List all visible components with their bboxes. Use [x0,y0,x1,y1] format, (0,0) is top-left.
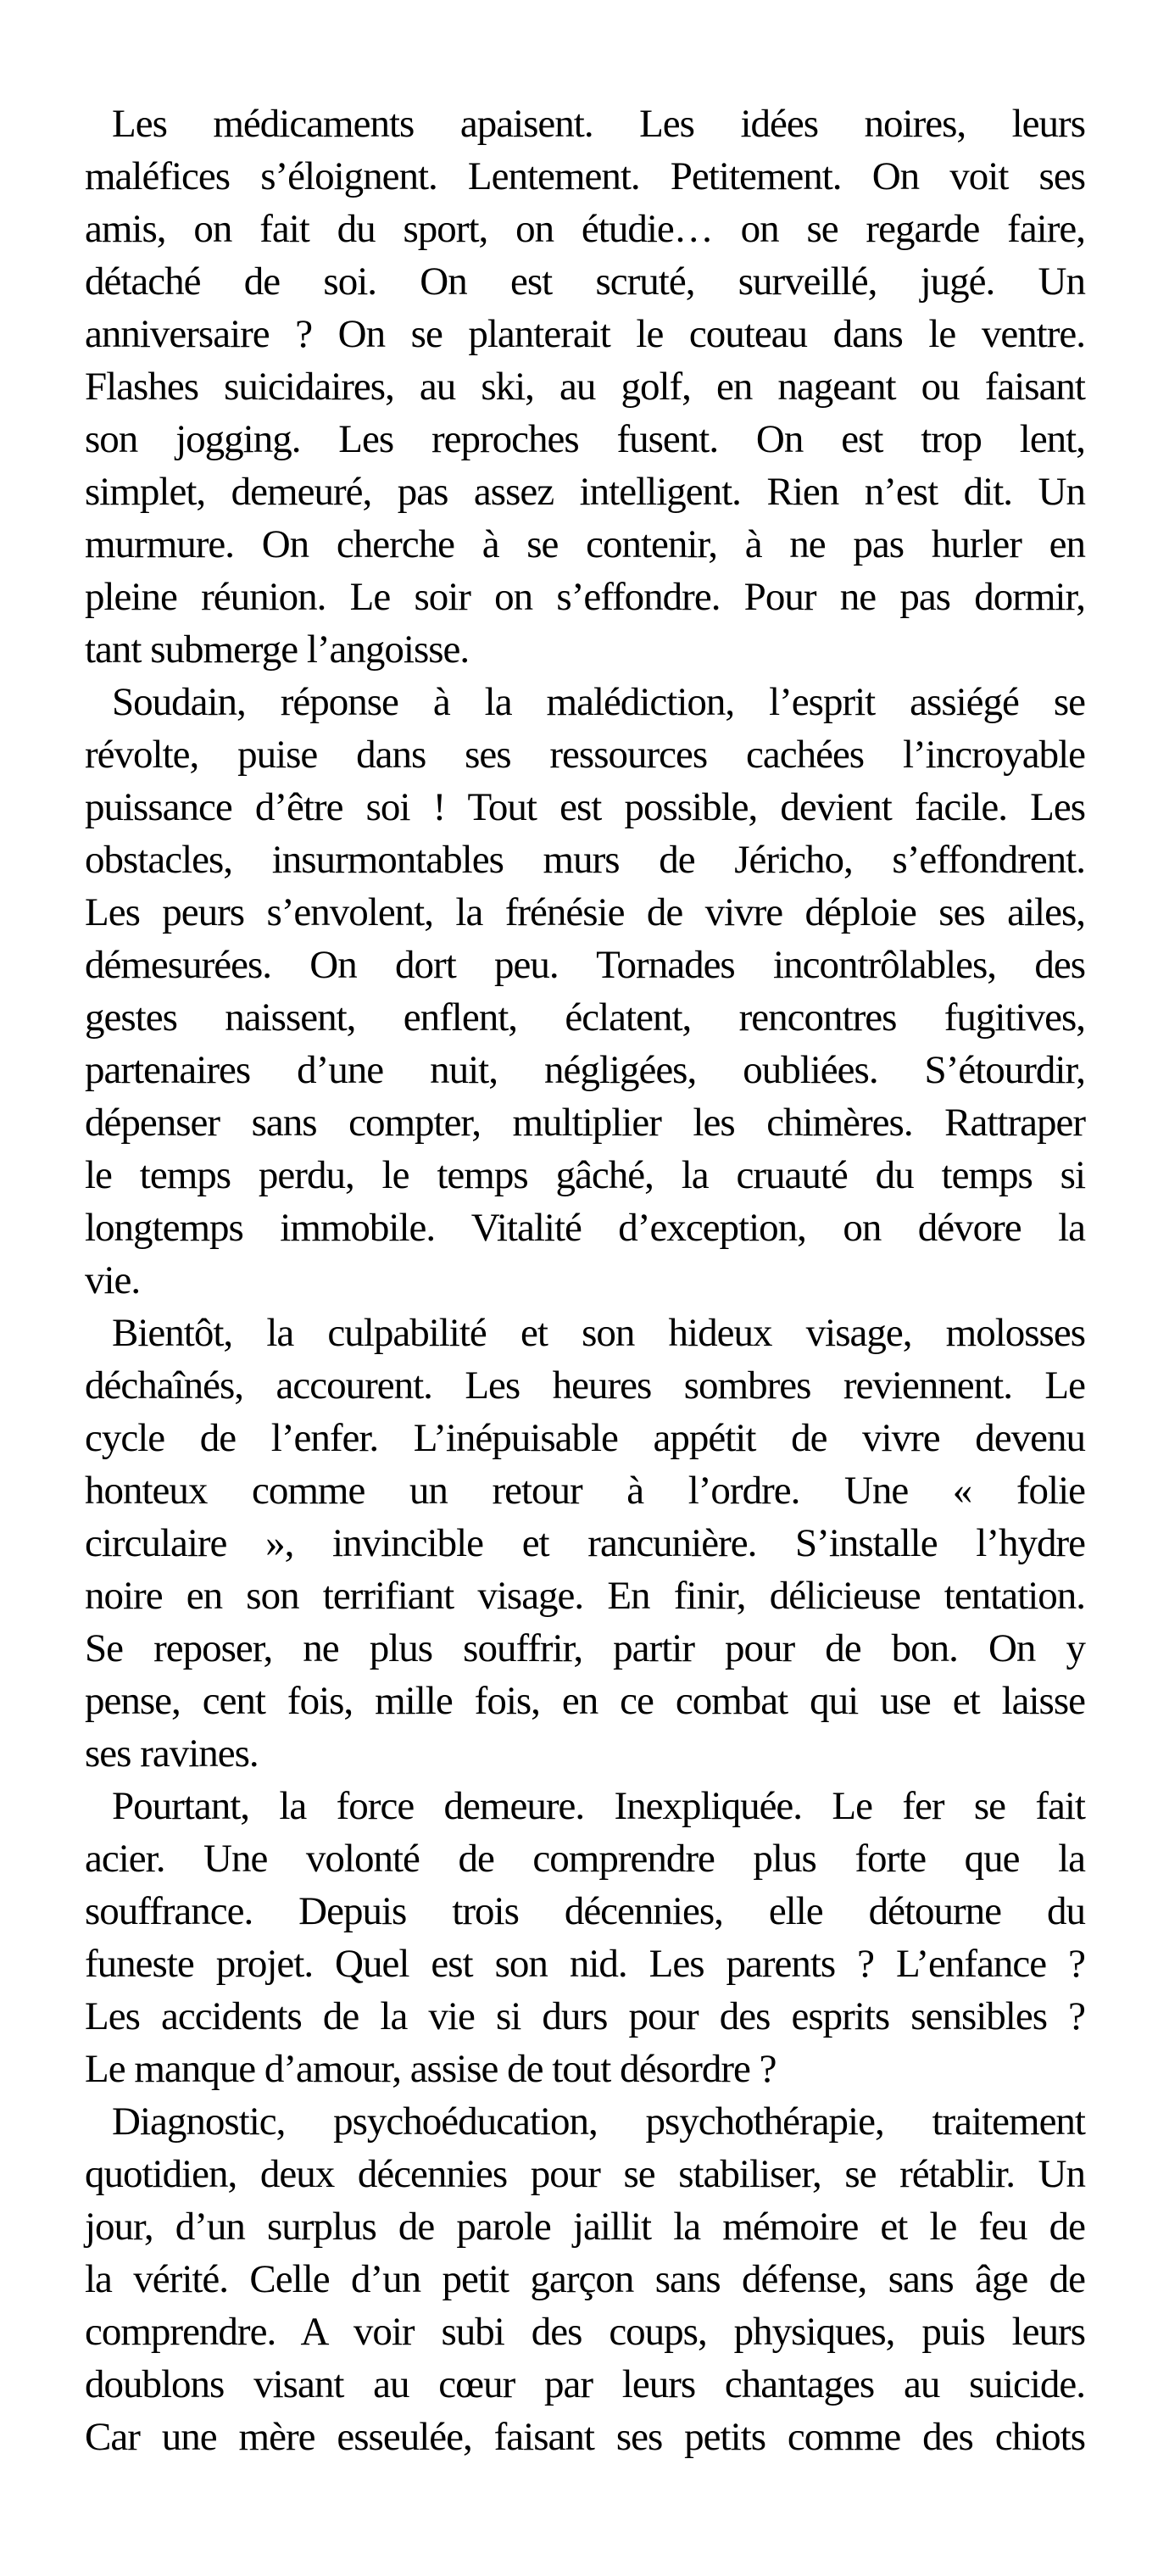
text-line: Bientôt, la culpabilité et son hideux visage, molosses [112,1311,1085,1355]
text-line: puissance d’être soi ! Tout est possible, devient facile. Les [85,785,1085,829]
paragraph [85,1780,1085,2095]
text-line: Les peurs s’envolent, la frénésie de vivre déploie ses ailes, [85,890,1085,934]
text-line: anniversaire ? On se planterait le couteau dans le ventre. [85,312,1085,356]
paragraph [85,676,1085,1307]
text-line: la vérité. Celle d’un petit garçon sans défense, sans âge de [85,2257,1085,2301]
text-line: noire en son terrifiant visage. En finir, délicieuse tentation. [85,1574,1085,1618]
text-line: pense, cent fois, mille fois, en ce combat qui use et laisse [85,1679,1085,1723]
text-line: dépenser sans compter, multiplier les chimères. Rattraper [85,1101,1085,1145]
text-line: pleine réunion. Le soir on s’effondre. Pour ne pas dormir, [85,575,1085,619]
text-line: gestes naissent, enflent, éclatent, rencontres fugitives, [85,995,1085,1040]
text-line: son jogging. Les reproches fusent. On est trop lent, [85,417,1085,461]
text-line: le temps perdu, le temps gâché, la cruauté du temps si [85,1153,1085,1197]
text-line: comprendre. A voir subi des coups, physiques, puis leurs [85,2310,1085,2354]
text-line: simplet, demeuré, pas assez intelligent. Rien n’est dit. Un [85,470,1085,514]
text-line: déchaînés, accourent. Les heures sombres reviennent. Le [85,1363,1085,1408]
paragraph [85,1307,1085,1780]
text-line: souffrance. Depuis trois décennies, elle détourne du [85,1889,1085,1933]
text-line: ses ravines. [85,1731,259,1776]
text-line: maléfices s’éloignent. Lentement. Petitement. On voit ses [85,154,1085,198]
text-line: longtemps immobile. Vitalité d’exception, on dévore la [85,1206,1085,1250]
text-line: cycle de l’enfer. L’inépuisable appétit de vivre devenu [85,1416,1085,1460]
text-line: acier. Une volonté de comprendre plus forte que la [85,1837,1085,1881]
text-line: Les médicaments apaisent. Les idées noires, leurs [112,102,1085,146]
text-line: quotidien, deux décennies pour se stabiliser, se rétablir. Un [85,2152,1085,2196]
text-line: Soudain, réponse à la malédiction, l’esprit assiégé se [112,680,1085,724]
text-line: révolte, puise dans ses ressources cachées l’incroyable [85,733,1085,777]
text-line: jour, d’un surplus de parole jaillit la mémoire et le feu de [85,2205,1085,2249]
text-line: Le manque d’amour, assise de tout désordre ? [85,2047,777,2091]
text-line: tant submerge l’angoisse. [85,627,470,672]
text-line: Flashes suicidaires, au ski, au golf, en nageant ou faisant [85,365,1085,409]
text-line: funeste projet. Quel est son nid. Les parents ? L’enfance ? [85,1942,1085,1986]
text-line: circulaire », invincible et rancunière. S’installe l’hydre [85,1521,1085,1565]
text-line: vie. [85,1258,141,1302]
text-line: partenaires d’une nuit, négligées, oubliées. S’étourdir, [85,1048,1085,1092]
text-line: Se reposer, ne plus souffrir, partir pour de bon. On y [85,1626,1085,1670]
text-line: Car une mère esseulée, faisant ses petits comme des chiots [85,2415,1085,2459]
text-line: honteux comme un retour à l’ordre. Une « folie [85,1469,1085,1513]
text-line: Pourtant, la force demeure. Inexpliquée. Le fer se fait [112,1784,1085,1828]
paragraph [85,98,1085,676]
text-line: doublons visant au cœur par leurs chantages au suicide. [85,2362,1085,2406]
text-line: démesurées. On dort peu. Tornades incontrôlables, des [85,943,1085,987]
text-line: obstacles, insurmontables murs de Jéricho, s’effondrent. [85,838,1085,882]
text-line: détaché de soi. On est scruté, surveillé, jugé. Un [85,259,1085,304]
text-line: murmure. On cherche à se contenir, à ne pas hurler en [85,522,1085,566]
text-line: amis, on fait du sport, on étudie… on se regarde faire, [85,207,1085,251]
text-line: Les accidents de la vie si durs pour des esprits sensibles ? [85,1994,1085,2038]
text-line: Diagnostic, psychoéducation, psychothérapie, traitement [112,2099,1085,2144]
paragraph [85,2095,1085,2463]
